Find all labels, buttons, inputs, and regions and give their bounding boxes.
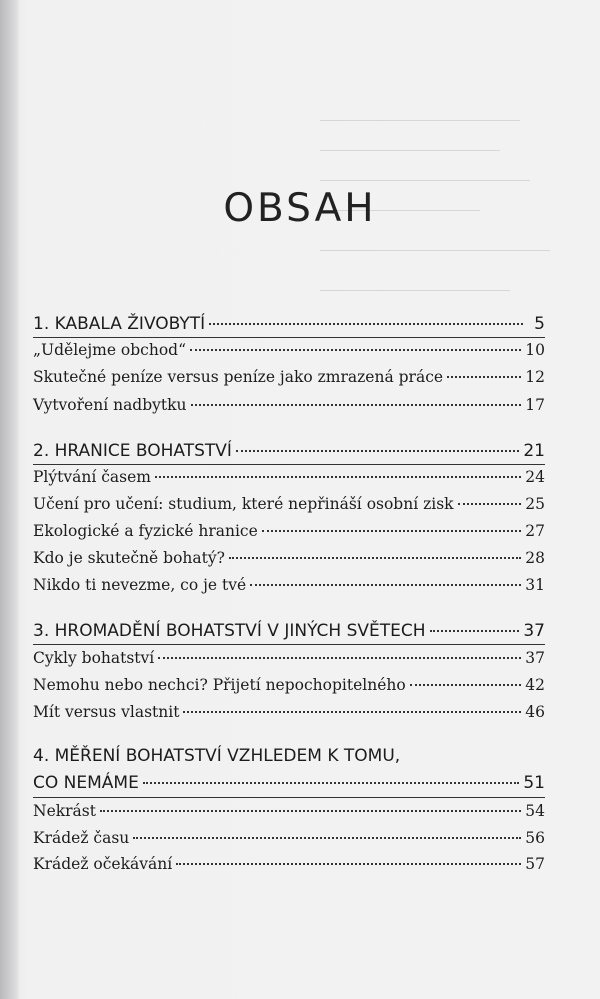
leader-dots	[190, 349, 521, 351]
page-number: 12	[525, 368, 545, 386]
toc-entry[interactable]	[33, 522, 545, 540]
page-number: 24	[525, 468, 545, 486]
leader-dots	[158, 657, 521, 659]
entry-title: Skutečné peníze versus peníze jako zmrazená práce	[33, 368, 444, 386]
page-number: 25	[525, 495, 545, 513]
toc-entry[interactable]	[33, 703, 545, 721]
page-number: 54	[525, 802, 545, 820]
chapter-rule	[33, 797, 545, 798]
toc-entry[interactable]	[33, 396, 545, 414]
chapter-rule	[33, 464, 545, 465]
leader-dots	[250, 584, 521, 586]
toc-chapter-4[interactable]	[33, 773, 545, 793]
entry-title: Krádež očekávání	[33, 855, 173, 873]
entry-title: Vytvoření nadbytku	[33, 396, 187, 414]
leader-dots	[458, 503, 522, 505]
page-number: 5	[534, 314, 545, 334]
leader-dots	[447, 376, 521, 378]
leader-dots	[191, 404, 522, 406]
page-number: 31	[525, 576, 545, 594]
toc-entry[interactable]	[33, 649, 545, 667]
leader-dots	[229, 557, 521, 559]
leader-dots	[209, 323, 523, 325]
toc-chapter-2[interactable]	[33, 441, 545, 461]
chapter-title: 3. HROMADĚNÍ BOHATSTVÍ V JINÝCH SVĚTECH	[33, 621, 426, 641]
toc-entry[interactable]	[33, 549, 545, 567]
leader-dots	[183, 711, 521, 713]
page-number: 42	[525, 676, 545, 694]
toc-entry[interactable]	[33, 676, 545, 694]
leader-dots	[100, 810, 521, 812]
chapter-title: 1. KABALA ŽIVOBYTÍ	[33, 314, 206, 334]
page-number: 46	[525, 703, 545, 721]
toc-entry[interactable]	[33, 829, 545, 847]
toc-chapter-1[interactable]	[33, 314, 545, 334]
entry-title: Učení pro učení: studium, které nepřináší osobní zisk	[33, 495, 454, 513]
toc-entry[interactable]	[33, 576, 545, 594]
page-title: OBSAH	[223, 186, 377, 232]
page-number: 57	[525, 855, 545, 873]
chapter-title: CO NEMÁME	[33, 773, 139, 793]
toc-entry[interactable]	[33, 495, 545, 513]
entry-title: Nekrást	[33, 802, 96, 820]
leader-dots	[410, 684, 522, 686]
toc-chapter-3[interactable]	[33, 621, 545, 641]
page-number: 56	[525, 829, 545, 847]
page-number: 37	[525, 649, 545, 667]
leader-dots	[236, 450, 519, 452]
page-number: 10	[525, 341, 545, 359]
page-number: 27	[525, 522, 545, 540]
leader-dots	[155, 476, 521, 478]
page-number: 51	[523, 773, 545, 793]
book-spine-shadow	[0, 0, 20, 999]
page-number: 17	[525, 396, 545, 414]
entry-title: Krádež času	[33, 829, 130, 847]
toc-entry[interactable]	[33, 802, 545, 820]
toc-entry[interactable]	[33, 368, 545, 386]
toc-entry[interactable]	[33, 855, 545, 873]
entry-title: „Udělejme obchod“	[33, 341, 187, 359]
entry-title: Kdo je skutečně bohatý?	[33, 549, 225, 567]
toc-entry[interactable]	[33, 341, 545, 359]
chapter-rule	[33, 644, 545, 645]
chapter-title: 2. HRANICE BOHATSTVÍ	[33, 441, 232, 461]
entry-title: Mít versus vlastnit	[33, 703, 180, 721]
toc-chapter-4-line-1[interactable]: 4. MĚŘENÍ BOHATSTVÍ VZHLEDEM K TOMU,	[33, 746, 401, 766]
entry-title: Cykly bohatství	[33, 649, 155, 667]
leader-dots	[176, 863, 521, 865]
page-number: 21	[523, 441, 545, 461]
chapter-rule	[33, 337, 545, 338]
page-number: 28	[525, 549, 545, 567]
leader-dots	[430, 630, 520, 632]
leader-dots	[133, 837, 521, 839]
entry-title: Nemohu nebo nechci? Přijetí nepochopitelného	[33, 676, 406, 694]
entry-title: Ekologické a fyzické hranice	[33, 522, 258, 540]
page-number: 37	[523, 621, 545, 641]
leader-dots	[143, 782, 520, 784]
entry-title: Plýtvání časem	[33, 468, 151, 486]
toc-entry[interactable]	[33, 468, 545, 486]
leader-dots	[262, 530, 522, 532]
entry-title: Nikdo ti nevezme, co je tvé	[33, 576, 247, 594]
